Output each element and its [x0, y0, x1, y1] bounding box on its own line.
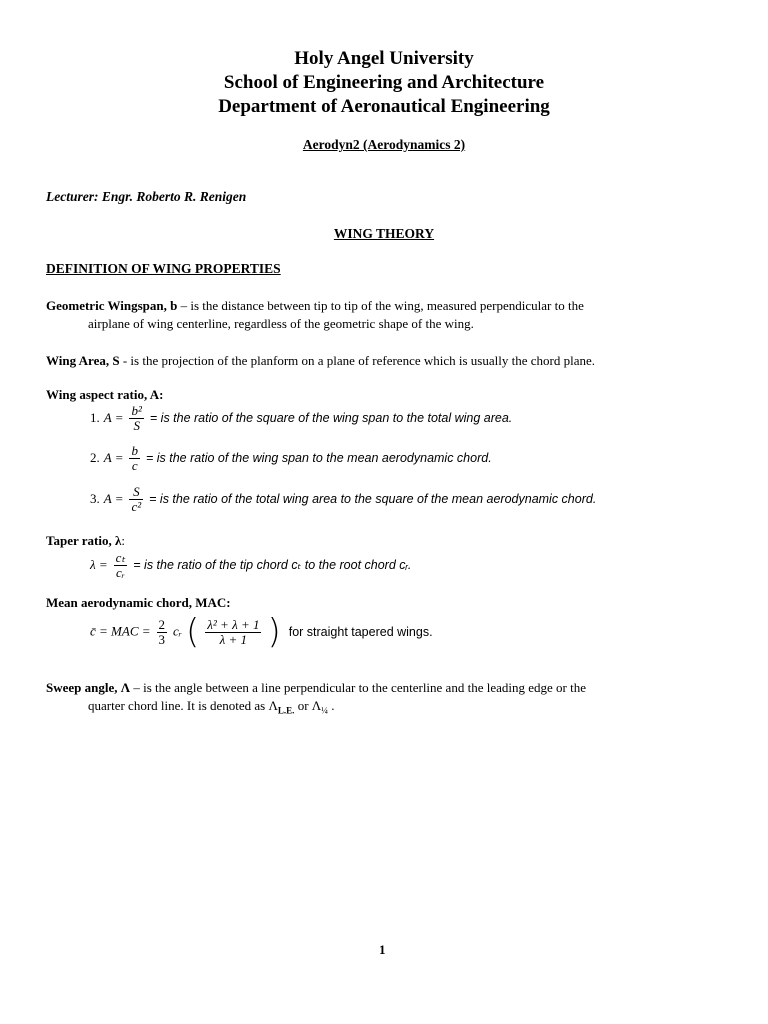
mac-root-chord: cᵣ	[173, 623, 182, 639]
sweep-text-1: – is the angle between a line perpendicular to the centerline and the leading edge or the	[130, 680, 586, 695]
sweep-text-2: quarter chord line. It is denoted as Λ	[88, 698, 278, 713]
department-name: Department of Aeronautical Engineering	[218, 96, 550, 117]
eq3-numerator: S	[129, 485, 143, 500]
lecturer-line: Lecturer: Engr. Roberto R. Renigen	[46, 189, 247, 204]
sweep-end: .	[327, 698, 335, 713]
mac-equation	[90, 612, 433, 652]
eq2-text: = is the ratio of the wing span to the mean aerodynamic chord.	[145, 451, 492, 466]
taper-numerator: cₜ	[115, 550, 126, 565]
university-name: Holy Angel University	[294, 48, 474, 69]
school-name: School of Engineering and Architecture	[223, 72, 545, 93]
taper-denominator: cᵣ	[115, 565, 125, 580]
mac-inner-denominator: λ + 1	[219, 631, 248, 647]
mac-coef-denominator: 3	[158, 631, 166, 647]
sweep-definition	[46, 679, 746, 720]
eq1-numerator: b²	[131, 403, 142, 418]
wingspan-text-1: – is the distance between tip to tip of the wing, measured perpendicular to the	[177, 298, 584, 313]
mac-coef-numerator: 2	[158, 616, 166, 632]
sweep-sub-quarter: ¼	[321, 705, 328, 716]
wingspan-term: Geometric Wingspan, b	[46, 298, 178, 313]
taper-text: = is the ratio of the tip chord cₜ to the root chord cᵣ.	[133, 558, 412, 573]
eq2-numerator: b	[131, 443, 138, 458]
topic-title: WING THEORY	[333, 226, 435, 241]
eq1-denominator: S	[133, 418, 140, 433]
taper-heading	[46, 532, 125, 550]
eq3-denominator: c²	[131, 499, 142, 514]
eq3-text: = is the ratio of the total wing area to the square of the mean aerodynamic chord.	[149, 492, 597, 507]
course-title: Aerodyn2 (Aerodynamics 2)	[302, 137, 466, 152]
aspect-equation-2	[90, 444, 492, 473]
section-title: DEFINITION OF WING PROPERTIES	[46, 261, 281, 276]
eq2-lhs: A =	[103, 450, 124, 466]
eq3-number: 3.	[90, 491, 100, 507]
eq1-fraction	[129, 404, 143, 433]
eq2-number: 2.	[90, 450, 100, 466]
eq2-denominator: c	[131, 458, 138, 473]
left-paren: (	[186, 612, 200, 652]
area-text: - is the projection of the planform on a plane of reference which is usually the chord plane.	[119, 353, 595, 368]
mac-inner-fraction	[205, 618, 261, 647]
sweep-sub-le: L.E.	[277, 705, 295, 716]
sweep-or: or Λ	[294, 698, 322, 713]
mac-text: for straight tapered wings.	[288, 624, 433, 639]
eq3-fraction	[129, 485, 143, 514]
sweep-term: Sweep angle, Λ	[46, 680, 131, 695]
aspect-equation-3	[90, 485, 596, 514]
area-term: Wing Area, S	[46, 353, 120, 368]
aspect-term: Wing aspect ratio, A:	[46, 387, 164, 402]
area-definition	[46, 352, 746, 370]
eq1-text: = is the ratio of the square of the wing span to the total wing area.	[149, 411, 513, 426]
eq1-lhs: A =	[103, 410, 124, 426]
taper-term: Taper ratio, λ	[46, 533, 122, 548]
taper-colon: :	[121, 533, 125, 548]
page-number: 1	[379, 942, 386, 957]
aspect-equation-1	[90, 404, 512, 433]
taper-lhs: λ =	[90, 557, 108, 573]
wingspan-definition	[46, 297, 736, 333]
mac-coefficient	[157, 618, 168, 647]
wingspan-text-2: airplane of wing centerline, regardless of the geometric shape of the wing.	[88, 316, 474, 331]
taper-equation	[90, 551, 411, 580]
mac-lhs: c̄ = MAC =	[90, 623, 151, 639]
eq1-number: 1.	[90, 410, 100, 426]
eq2-fraction	[129, 444, 140, 473]
sweep-line-2	[46, 697, 746, 720]
mac-inner-numerator: λ² + λ + 1	[207, 616, 260, 632]
eq3-lhs: A =	[103, 491, 124, 507]
mac-term: Mean aerodynamic chord, MAC:	[46, 595, 231, 610]
taper-fraction	[114, 551, 128, 580]
right-paren: )	[267, 612, 281, 652]
